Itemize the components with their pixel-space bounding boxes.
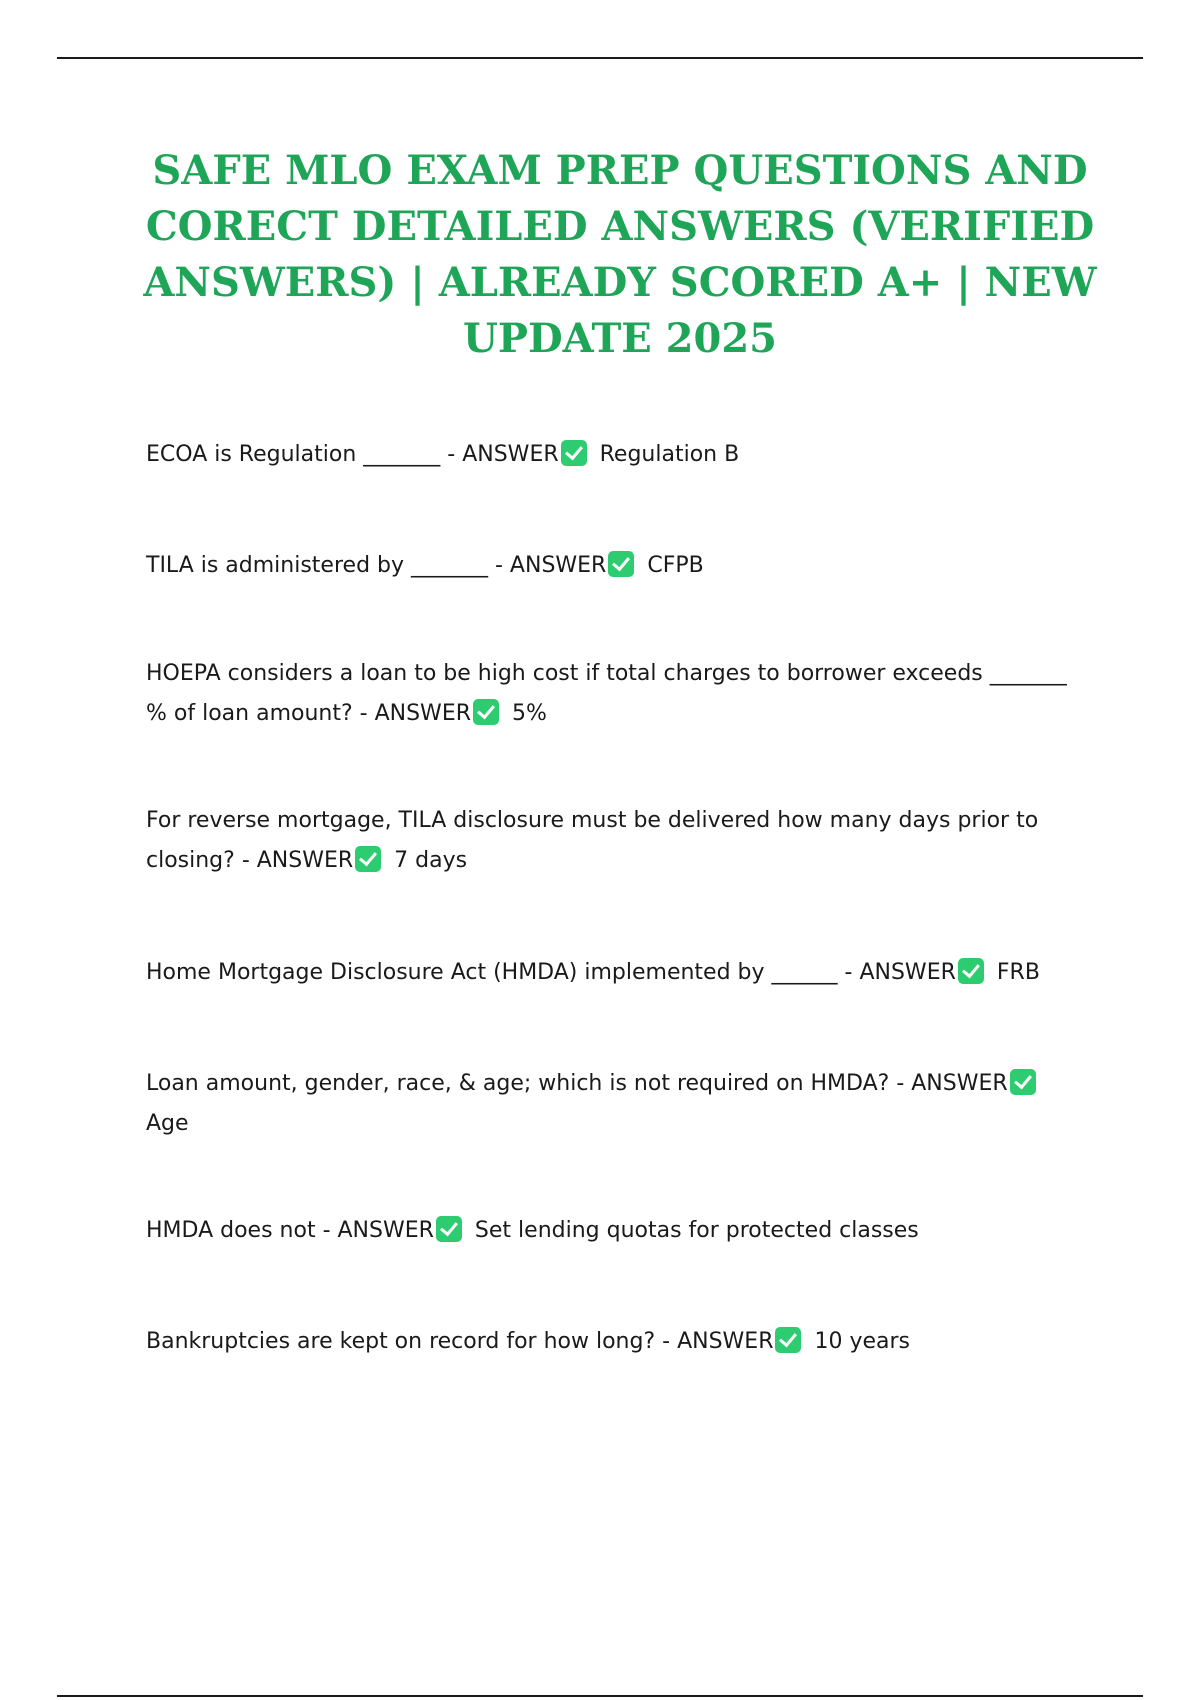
answer-text: FRB — [996, 960, 1040, 985]
answer-text: Set lending quotas for protected classes — [474, 1218, 919, 1243]
answer-text: Regulation B — [599, 442, 740, 467]
answer-marker: - ANSWER — [495, 553, 607, 578]
check-box-icon — [355, 846, 381, 872]
question-text: HOEPA considers a loan to be high cost if total charges to borrower exceeds _______ % of loan amount? — [146, 661, 1067, 726]
qa-item — [146, 1064, 1086, 1144]
answer-marker: - ANSWER — [662, 1329, 774, 1354]
check-box-icon — [473, 699, 499, 725]
qa-item — [146, 435, 1086, 475]
qa-item — [146, 801, 1086, 881]
answer-marker: - ANSWER — [896, 1071, 1008, 1096]
check-box-icon — [561, 440, 587, 466]
check-box-icon — [775, 1327, 801, 1353]
answer-marker: - ANSWER — [844, 960, 956, 985]
answer-text: 7 days — [394, 848, 468, 873]
answer-text: Age — [146, 1111, 189, 1136]
qa-item — [146, 1211, 1086, 1251]
answer-marker: - ANSWER — [241, 848, 354, 873]
answer-text: 10 years — [814, 1329, 911, 1354]
qa-item — [146, 654, 1086, 734]
answer-text: 5% — [512, 701, 547, 726]
qa-item — [146, 1322, 1086, 1362]
check-box-icon — [436, 1216, 462, 1242]
check-box-icon — [1010, 1069, 1036, 1095]
check-box-icon — [958, 958, 984, 984]
qa-item — [146, 546, 1086, 586]
check-box-icon — [608, 551, 634, 577]
question-text: Home Mortgage Disclosure Act (HMDA) implemented by ______ — [146, 960, 838, 985]
answer-marker: - ANSWER — [447, 442, 559, 467]
answer-text: CFPB — [647, 553, 704, 578]
question-text: TILA is administered by _______ — [146, 553, 488, 578]
question-text: Loan amount, gender, race, & age; which is not required on HMDA? — [146, 1071, 890, 1096]
answer-marker: - ANSWER — [322, 1218, 434, 1243]
question-text: For reverse mortgage, TILA disclosure must be delivered how many days prior to closing? — [146, 808, 1039, 873]
question-text: Bankruptcies are kept on record for how long? — [146, 1329, 656, 1354]
top-divider — [57, 57, 1143, 59]
page-title: SAFE MLO EXAM PREP QUESTIONS AND CORECT DETAILED ANSWERS (VERIFIED ANSWERS) | ALREADY SCORED A+ | NEW UPDATE 2025 — [143, 147, 1097, 362]
answer-marker: - ANSWER — [359, 701, 471, 726]
question-text: ECOA is Regulation _______ — [146, 442, 441, 467]
qa-item — [146, 953, 1086, 993]
bottom-divider — [57, 1695, 1143, 1697]
question-text: HMDA does not — [146, 1218, 316, 1243]
